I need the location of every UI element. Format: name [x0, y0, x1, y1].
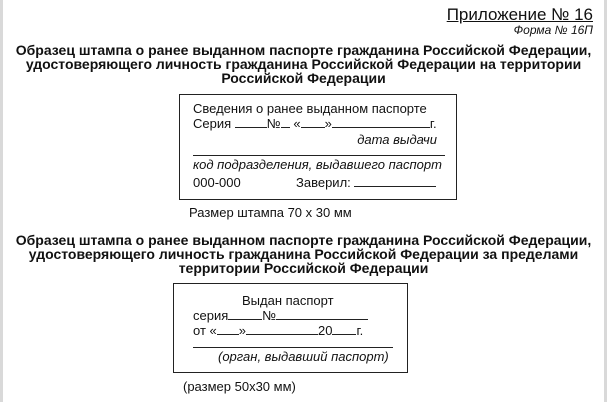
- appendix-title: Приложение № 16: [446, 5, 593, 24]
- stamp1-year-suffix: г.: [429, 116, 437, 131]
- stamp1-issue-date-caption: дата выдачи: [357, 132, 437, 147]
- stamp1-quote-close: »: [324, 116, 332, 131]
- stamp2-size-note: (размер 50х30 мм): [183, 379, 296, 394]
- stamp1-size-note: Размер штампа 70 х 30 мм: [189, 205, 352, 220]
- stamp2-date-row: [193, 323, 363, 338]
- stamp1-series-blank: [235, 116, 267, 128]
- stamp2-series-blank: [228, 308, 262, 320]
- appendix-header: [447, 6, 593, 37]
- stamp2-century: 20: [318, 323, 333, 338]
- stamp1-month-blank: [332, 116, 430, 128]
- stamp2-quote-close: »: [238, 323, 246, 338]
- stamp1-number-blank: [281, 116, 290, 128]
- stamp1-series-label: Серия: [193, 116, 232, 131]
- stamp1-series-row: [193, 116, 437, 131]
- stamp1-certified-row: [296, 175, 436, 190]
- section1-title: [10, 43, 597, 85]
- stamp1-number-label: №: [266, 116, 281, 131]
- stamp1-signature-blank: [354, 175, 436, 187]
- section1-title-line2: удостоверяющего личность гражданина Российской Федерации на территории: [25, 56, 582, 72]
- stamp2-year-blank: [332, 323, 356, 335]
- section2-title-line3: территории Российской Федерации: [178, 260, 429, 276]
- section2-title-line2: удостоверяющего личность гражданина Российской Федерации за пределами: [28, 246, 579, 262]
- section1-title-line3: Российской Федерации: [221, 70, 386, 86]
- stamp2-number-blank: [276, 308, 368, 320]
- stamp-sample-domestic: [179, 94, 457, 200]
- stamp2-number-label: №: [262, 308, 277, 323]
- form-number: Форма № 16П: [513, 23, 593, 37]
- section1-title-line1: Образец штампа о ранее выданном паспорте гражданина Российской Федерации,: [15, 42, 592, 58]
- stamp1-department-caption: код подразделения, выдавшего паспорт: [193, 157, 442, 172]
- stamp2-quote-open: «: [209, 323, 217, 338]
- section2-title: [10, 233, 597, 275]
- stamp2-month-blank: [246, 323, 318, 335]
- section2-title-line1: Образец штампа о ранее выданном паспорте гражданина Российской Федерации,: [15, 232, 592, 248]
- stamp2-series-label: серия: [193, 308, 229, 323]
- stamp1-department-line: [193, 155, 445, 156]
- stamp-sample-abroad: [173, 283, 408, 373]
- stamp1-quote-open: «: [293, 116, 301, 131]
- page-edge-left: [0, 0, 3, 402]
- stamp1-certified-label: Заверил:: [296, 175, 351, 190]
- stamp2-heading: Выдан паспорт: [242, 293, 334, 308]
- stamp1-code-sample: 000-000: [193, 175, 241, 190]
- stamp2-series-row: [193, 308, 368, 323]
- stamp2-from-label: от: [193, 323, 206, 338]
- stamp2-year-suffix: г.: [356, 323, 364, 338]
- stamp2-authority-caption: (орган, выдавший паспорт): [218, 349, 389, 364]
- stamp2-authority-line: [193, 347, 393, 348]
- stamp1-day-blank: [301, 116, 325, 128]
- stamp2-day-blank: [217, 323, 239, 335]
- stamp1-heading: Сведения о ранее выданном паспорте: [193, 101, 427, 116]
